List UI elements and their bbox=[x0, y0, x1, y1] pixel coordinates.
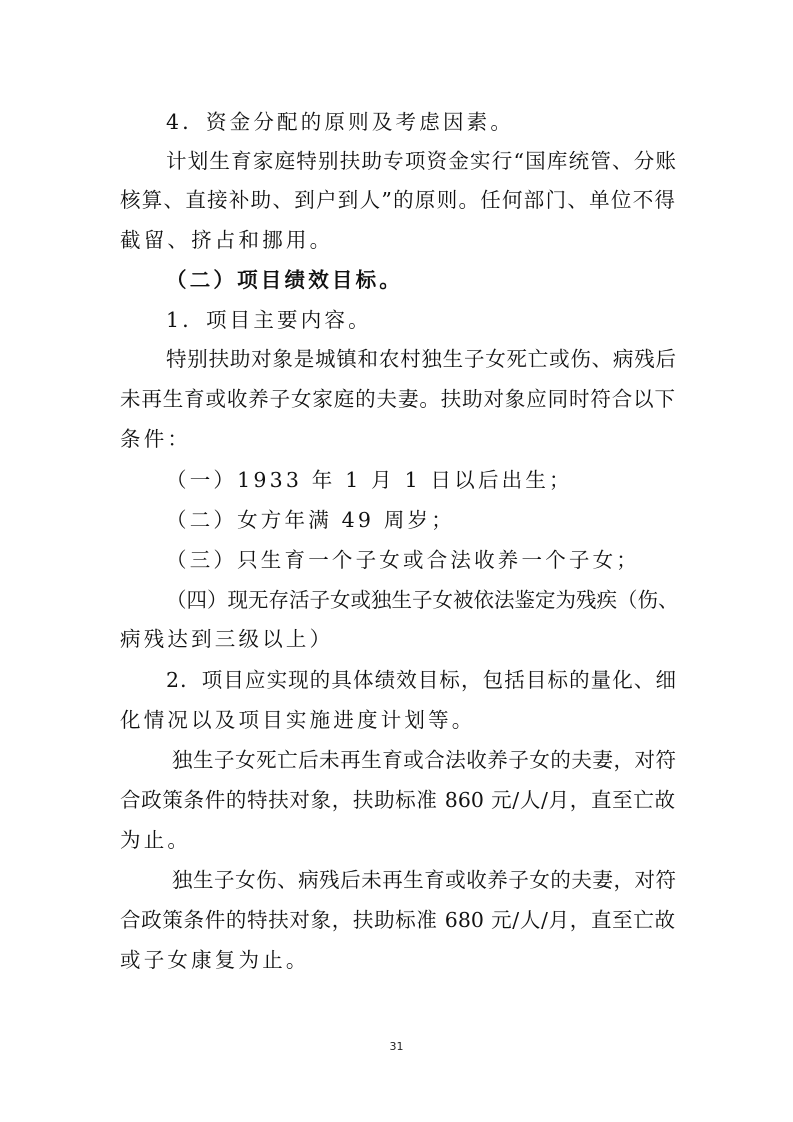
paragraph-heading-allocation-principles: 4．资金分配的原则及考虑因素。 bbox=[166, 110, 515, 134]
paragraph-line: 截留、挤占和挪用。 bbox=[120, 228, 334, 252]
paragraph-heading-specific-goals: 2．项目应实现的具体绩效目标，包括目标的量化、细 bbox=[166, 668, 676, 692]
page-number: 31 bbox=[389, 1040, 404, 1053]
condition-item-2: （二）女方年满 49 周岁； bbox=[166, 508, 455, 532]
paragraph-line: 为止。 bbox=[120, 828, 192, 852]
paragraph-line: 或子女康复为止。 bbox=[120, 948, 310, 972]
condition-item-4-continued: 病残达到三级以上） bbox=[120, 627, 334, 651]
paragraph-line: 合政策条件的特扶对象，扶助标准 860 元/人/月，直至亡故 bbox=[120, 788, 675, 812]
paragraph-line: 未再生育或收养子女家庭的夫妻。扶助对象应同时符合以下 bbox=[120, 387, 675, 411]
paragraph-line: 独生子女伤、病残后未再生育或收养子女的夫妻，对符 bbox=[172, 868, 676, 892]
paragraph-line: 计划生育家庭特别扶助专项资金实行“国库统管、分账 bbox=[166, 149, 676, 173]
condition-item-3: （三）只生育一个子女或合法收养一个子女； bbox=[166, 548, 640, 572]
paragraph-heading-main-content: 1．项目主要内容。 bbox=[166, 308, 372, 332]
paragraph-line: 独生子女死亡后未再生育或合法收养子女的夫妻，对符 bbox=[172, 748, 676, 772]
paragraph-line: 化情况以及项目实施进度计划等。 bbox=[120, 708, 476, 732]
paragraph-line: 核算、直接补助、到户到人”的原则。任何部门、单位不得 bbox=[120, 188, 675, 212]
condition-item-1: （一）1933 年 1 月 1 日以后出生； bbox=[166, 468, 573, 492]
paragraph-line: 条件： bbox=[120, 427, 192, 451]
section-heading-performance-goals: （二）项目绩效目标。 bbox=[166, 268, 403, 292]
paragraph-line: 合政策条件的特扶对象，扶助标准 680 元/人/月，直至亡故 bbox=[120, 908, 675, 932]
paragraph-line: 特别扶助对象是城镇和农村独生子女死亡或伤、病残后 bbox=[166, 347, 676, 371]
condition-item-4: （四）现无存活子女或独生子女被依法鉴定为残疾（伤、 bbox=[166, 588, 679, 612]
